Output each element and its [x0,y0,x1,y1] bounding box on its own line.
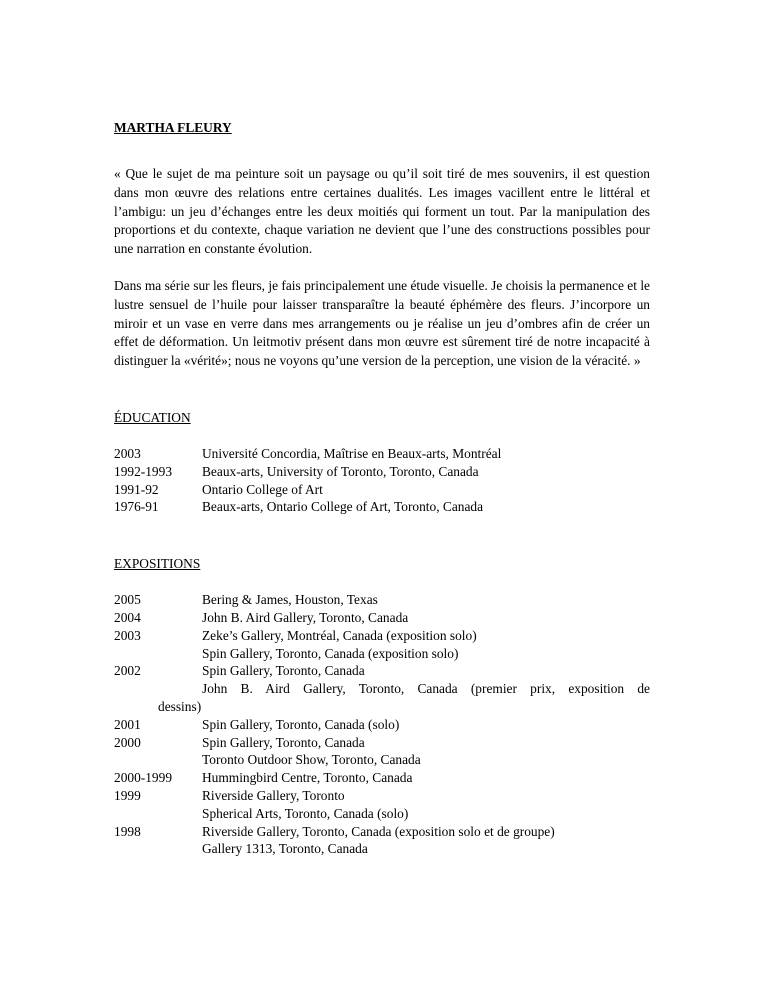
entry-year: 2000 [114,734,141,750]
entry-year [114,751,202,769]
entry-year: 1991-92 [114,481,159,497]
list-item [114,751,650,769]
entry-description: Gallery 1313, Toronto, Canada [202,841,368,857]
entry-description [202,680,650,698]
list-item [114,627,650,645]
entry-description: Riverside Gallery, Toronto, Canada (exposition solo et de groupe) [202,823,555,839]
entry-description: Hummingbird Centre, Toronto, Canada [202,770,413,786]
education-list [114,445,650,516]
entry-description: Riverside Gallery, Toronto [202,787,345,803]
entry-year: 2005 [114,592,141,608]
entry-description: Spin Gallery, Toronto, Canada (exposition solo) [202,645,459,661]
entry-description: Spin Gallery, Toronto, Canada [202,663,365,679]
entry-year: 2000-1999 [114,770,173,786]
entry-year: 1992-1993 [114,463,173,479]
list-item [114,445,650,463]
entry-year: 1999 [114,787,141,803]
exhibitions-list [114,591,650,858]
entry-description: Bering & James, Houston, Texas [202,592,378,608]
entry-description: Beaux-arts, Ontario College of Art, Toronto, Canada [202,499,484,515]
list-item [114,787,650,805]
entry-description: Toronto Outdoor Show, Toronto, Canada [202,752,421,768]
entry-description: Spherical Arts, Toronto, Canada (solo) [202,805,409,821]
entry-description: Zeke’s Gallery, Montréal, Canada (exposition solo) [202,627,477,643]
list-item [114,591,650,609]
list-item [114,680,650,698]
list-item [114,769,650,787]
exhibitions-heading: EXPOSITIONS [114,556,201,572]
list-item [114,716,650,734]
statement-paragraph-1: « Que le sujet de ma peinture soit un paysage ou qu’il soit tiré de mes souvenirs, il est question dans mon œuvre des relations entre certaines dualités. Les images vacillent entre le littéral et l’ambigu: un jeu d’échanges entre les deux moitiés qui forment un tout. Par la manipulation des proportions et du contexte, chaque variation ne devient que l’une des constructions possibles pour une narration en constante évolution. [114,166,650,257]
entry-year [114,805,202,823]
list-item [114,805,650,823]
document-page [114,118,650,896]
entry-description: Spin Gallery, Toronto, Canada (solo) [202,716,400,732]
entry-year: 2003 [114,445,141,461]
entry-description: John B. Aird Gallery, Toronto, Canada [202,609,409,625]
entry-description-line-2: dessins) [158,698,202,714]
artist-name: MARTHA FLEURY [114,120,232,135]
list-item [114,840,650,858]
entry-description-line-1: John B. Aird Gallery, Toronto, Canada (premier prix, exposition de [202,681,650,697]
list-item [114,823,650,841]
list-item [114,645,650,663]
list-item [114,481,650,499]
entry-year: 2001 [114,716,141,732]
entry-year: 2002 [114,663,141,679]
list-item [114,498,650,516]
list-item [114,734,650,752]
entry-year [114,680,202,698]
list-item [114,662,650,680]
education-heading: ÉDUCATION [114,409,191,425]
entry-description: Beaux-arts, University of Toronto, Toronto, Canada [202,463,479,479]
entry-year: 1998 [114,823,141,839]
entry-year [114,645,202,663]
list-item [114,609,650,627]
entry-year: 2003 [114,627,141,643]
list-item [114,463,650,481]
list-item-continuation [114,698,650,716]
entry-year [114,840,202,858]
entry-description: Université Concordia, Maîtrise en Beaux-arts, Montréal [202,445,502,461]
entry-year: 2004 [114,609,141,625]
entry-description: Spin Gallery, Toronto, Canada [202,734,365,750]
entry-description: Ontario College of Art [202,481,323,497]
entry-year: 1976-91 [114,499,159,515]
statement-paragraph-2: Dans ma série sur les fleurs, je fais principalement une étude visuelle. Je choisis la permanence et le lustre sensuel de l’huile pour laisser transparaître la beauté éphémère des fleurs. J’incorpore un miroir et un vase en verre dans mes arrangements ou je réalise un jeu d’ombres afin de créer un effet de déformation. Un leitmotiv présent dans mon œuvre est sûrement tiré de notre incapacité à distinguer la «vérité»; nous ne voyons qu’une version de la perception, une vision de la véracité. » [114,277,650,369]
